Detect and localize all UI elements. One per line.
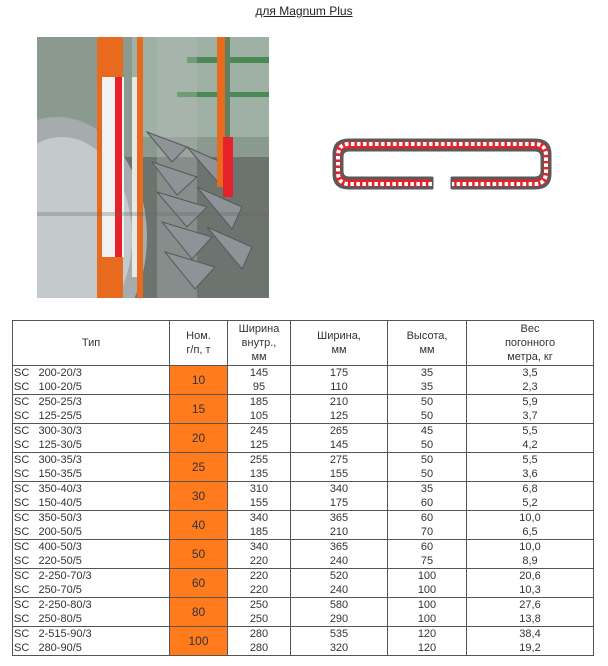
- height-cell-line: 100: [417, 570, 437, 582]
- height-cell: [388, 482, 467, 511]
- height-cell: [388, 366, 467, 395]
- inner-width-cell-line: 280: [249, 642, 269, 654]
- load-capacity-cell: 30: [170, 482, 228, 511]
- inner-width-cell-line: 95: [252, 381, 266, 393]
- table-row: [13, 453, 594, 482]
- inner-width-cell-line: 280: [249, 628, 269, 640]
- header-width: Ширина, мм: [291, 321, 388, 366]
- weight-cell-line: 5,5: [522, 454, 538, 466]
- width-cell-line: 520: [329, 570, 349, 582]
- width-cell-line: 275: [329, 454, 349, 466]
- type-cell-line: SC 250-25/3: [14, 396, 82, 408]
- width-cell-line: 125: [329, 410, 349, 422]
- inner-width-cell-line: 310: [249, 483, 269, 495]
- type-cell: [13, 482, 170, 511]
- weight-cell-line: 10,0: [519, 541, 541, 553]
- inner-width-cell-line: 250: [249, 613, 269, 625]
- width-cell-line: 340: [329, 483, 349, 495]
- inner-width-cell-line: 220: [249, 584, 269, 596]
- height-cell-line: 45: [420, 425, 434, 437]
- inner-width-cell-line: 245: [249, 425, 269, 437]
- inner-width-cell-line: 155: [249, 497, 269, 509]
- load-capacity-cell: 15: [170, 395, 228, 424]
- type-cell-line: SC 2-515-90/3: [14, 628, 92, 640]
- load-capacity-cell: 50: [170, 540, 228, 569]
- width-cell-line: 145: [329, 439, 349, 451]
- inner-width-cell-line: 185: [249, 396, 269, 408]
- height-cell: [388, 540, 467, 569]
- load-capacity-cell: 10: [170, 366, 228, 395]
- spec-table: [12, 320, 594, 656]
- table-row: [13, 627, 594, 656]
- weight-cell: [467, 569, 594, 598]
- type-cell-line: SC 250-80/5: [14, 613, 82, 625]
- header-load: Ном. г/п, т: [170, 321, 228, 366]
- type-cell-line: SC 220-50/5: [14, 555, 82, 567]
- inner-width-cell: [228, 424, 291, 453]
- weight-cell-line: 13,8: [519, 613, 541, 625]
- inner-width-cell-line: 135: [249, 468, 269, 480]
- type-cell-line: SC 350-50/3: [14, 512, 82, 524]
- height-cell-line: 50: [420, 468, 434, 480]
- type-cell-line: SC 350-40/3: [14, 483, 82, 495]
- type-cell-line: SC 125-30/5: [14, 439, 82, 451]
- table-row: [13, 395, 594, 424]
- product-photo: [37, 37, 269, 298]
- height-cell: [388, 453, 467, 482]
- type-cell-line: SC 200-20/3: [14, 367, 82, 379]
- weight-cell-line: 5,9: [522, 396, 538, 408]
- inner-width-cell-line: 105: [249, 410, 269, 422]
- width-cell: [291, 598, 388, 627]
- height-cell-line: 50: [420, 439, 434, 451]
- height-cell-line: 100: [417, 584, 437, 596]
- weight-cell: [467, 482, 594, 511]
- width-cell-line: 535: [329, 628, 349, 640]
- weight-cell-line: 5,2: [522, 497, 538, 509]
- height-cell-line: 50: [420, 454, 434, 466]
- load-capacity-cell: 40: [170, 511, 228, 540]
- width-cell-line: 265: [329, 425, 349, 437]
- weight-cell: [467, 395, 594, 424]
- weight-cell: [467, 540, 594, 569]
- inner-width-cell: [228, 482, 291, 511]
- type-cell-line: SC 125-25/5: [14, 410, 82, 422]
- inner-width-cell-line: 340: [249, 512, 269, 524]
- width-cell: [291, 627, 388, 656]
- width-cell: [291, 482, 388, 511]
- weight-cell-line: 27,6: [519, 599, 541, 611]
- weight-cell-line: 6,8: [522, 483, 538, 495]
- height-cell-line: 100: [417, 599, 437, 611]
- inner-width-cell-line: 250: [249, 599, 269, 611]
- weight-cell-line: 19,2: [519, 642, 541, 654]
- type-cell-line: SC 150-35/5: [14, 468, 82, 480]
- type-cell: [13, 540, 170, 569]
- type-cell-line: SC 300-30/3: [14, 425, 82, 437]
- weight-cell: [467, 511, 594, 540]
- load-capacity-cell: 20: [170, 424, 228, 453]
- weight-cell-line: 8,9: [522, 555, 538, 567]
- type-cell: [13, 598, 170, 627]
- width-cell: [291, 395, 388, 424]
- width-cell: [291, 424, 388, 453]
- height-cell-line: 50: [420, 396, 434, 408]
- type-cell-line: SC 280-90/5: [14, 642, 82, 654]
- inner-width-cell-line: 255: [249, 454, 269, 466]
- inner-width-cell: [228, 598, 291, 627]
- inner-width-cell-line: 125: [249, 439, 269, 451]
- width-cell-line: 240: [329, 555, 349, 567]
- header-inner-width: Ширина внутр., мм: [228, 321, 291, 366]
- weight-cell-line: 38,4: [519, 628, 541, 640]
- inner-width-cell: [228, 540, 291, 569]
- width-cell-line: 210: [329, 396, 349, 408]
- type-cell: [13, 569, 170, 598]
- type-cell-line: SC 2-250-80/3: [14, 599, 92, 611]
- inner-width-cell-line: 145: [249, 367, 269, 379]
- height-cell: [388, 627, 467, 656]
- weight-cell-line: 3,7: [522, 410, 538, 422]
- type-cell: [13, 627, 170, 656]
- type-cell: [13, 395, 170, 424]
- table-row: [13, 598, 594, 627]
- table-row: [13, 424, 594, 453]
- weight-cell: [467, 366, 594, 395]
- height-cell-line: 35: [420, 381, 434, 393]
- weight-cell-line: 5,5: [522, 425, 538, 437]
- height-cell-line: 120: [417, 642, 437, 654]
- inner-width-cell: [228, 453, 291, 482]
- width-cell: [291, 569, 388, 598]
- weight-cell-line: 4,2: [522, 439, 538, 451]
- table-row: [13, 366, 594, 395]
- type-cell-line: SC 150-40/5: [14, 497, 82, 509]
- weight-cell-line: 6,5: [522, 526, 538, 538]
- width-cell: [291, 511, 388, 540]
- height-cell-line: 35: [420, 367, 434, 379]
- inner-width-cell: [228, 627, 291, 656]
- table-row: [13, 540, 594, 569]
- height-cell-line: 50: [420, 410, 434, 422]
- width-cell-line: 240: [329, 584, 349, 596]
- type-cell-line: SC 400-50/3: [14, 541, 82, 553]
- inner-width-cell: [228, 569, 291, 598]
- width-cell-line: 290: [329, 613, 349, 625]
- weight-cell-line: 2,3: [522, 381, 538, 393]
- inner-width-cell-line: 220: [249, 555, 269, 567]
- width-cell-line: 210: [329, 526, 349, 538]
- type-cell-line: SC 300-35/3: [14, 454, 82, 466]
- table-row: [13, 569, 594, 598]
- width-cell-line: 175: [329, 497, 349, 509]
- weight-cell-line: 3,6: [522, 468, 538, 480]
- height-cell: [388, 569, 467, 598]
- table-row: [13, 511, 594, 540]
- inner-width-cell: [228, 511, 291, 540]
- type-cell: [13, 453, 170, 482]
- header-type: Тип: [13, 321, 170, 366]
- height-cell-line: 60: [420, 541, 434, 553]
- width-cell-line: 320: [329, 642, 349, 654]
- width-cell-line: 580: [329, 599, 349, 611]
- height-cell-line: 100: [417, 613, 437, 625]
- width-cell: [291, 453, 388, 482]
- height-cell: [388, 598, 467, 627]
- height-cell-line: 70: [420, 526, 434, 538]
- height-cell-line: 35: [420, 483, 434, 495]
- weight-cell-line: 10,3: [519, 584, 541, 596]
- inner-width-cell: [228, 366, 291, 395]
- weight-cell-line: 3,5: [522, 367, 538, 379]
- width-cell: [291, 366, 388, 395]
- weight-cell-line: 10,0: [519, 512, 541, 524]
- width-cell-line: 175: [329, 367, 349, 379]
- height-cell-line: 60: [420, 512, 434, 524]
- height-cell-line: 120: [417, 628, 437, 640]
- width-cell-line: 365: [329, 512, 349, 524]
- height-cell-line: 60: [420, 497, 434, 509]
- type-cell: [13, 511, 170, 540]
- type-cell: [13, 366, 170, 395]
- height-cell-line: 75: [420, 555, 434, 567]
- width-cell: [291, 540, 388, 569]
- load-capacity-cell: 80: [170, 598, 228, 627]
- inner-width-cell-line: 220: [249, 570, 269, 582]
- weight-cell: [467, 424, 594, 453]
- table-header-row: [13, 321, 594, 366]
- load-capacity-cell: 100: [170, 627, 228, 656]
- weight-cell-line: 20,6: [519, 570, 541, 582]
- weight-cell: [467, 453, 594, 482]
- type-cell: [13, 424, 170, 453]
- height-cell: [388, 424, 467, 453]
- height-cell: [388, 511, 467, 540]
- magnum-plus-link[interactable]: для Magnum Plus: [255, 4, 353, 18]
- sling-cross-section-diagram: [330, 136, 554, 192]
- width-cell-line: 365: [329, 541, 349, 553]
- width-cell-line: 155: [329, 468, 349, 480]
- type-cell-line: SC 2-250-70/3: [14, 570, 92, 582]
- header-weight: Вес погонного метра, кг: [467, 321, 594, 366]
- width-cell-line: 110: [330, 381, 348, 393]
- weight-cell: [467, 598, 594, 627]
- inner-width-cell: [228, 395, 291, 424]
- type-cell-line: SC 200-50/5: [14, 526, 82, 538]
- table-row: [13, 482, 594, 511]
- load-capacity-cell: 25: [170, 453, 228, 482]
- type-cell-line: SC 250-70/5: [14, 584, 82, 596]
- inner-width-cell-line: 185: [249, 526, 269, 538]
- type-cell-line: SC 100-20/5: [14, 381, 82, 393]
- header-height: Высота, мм: [388, 321, 467, 366]
- inner-width-cell-line: 340: [249, 541, 269, 553]
- weight-cell: [467, 627, 594, 656]
- load-capacity-cell: 60: [170, 569, 228, 598]
- height-cell: [388, 395, 467, 424]
